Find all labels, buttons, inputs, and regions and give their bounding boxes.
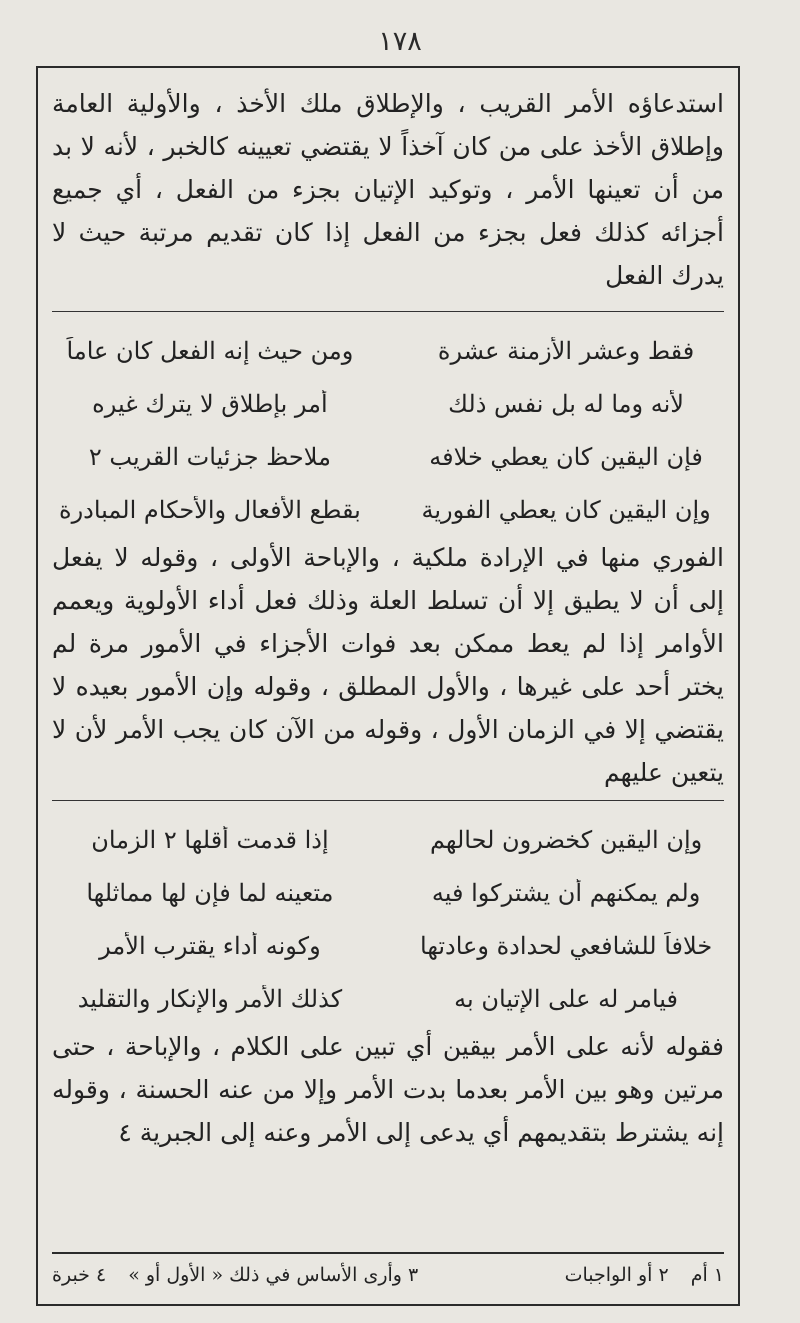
hemistich-left: بقطع الأفعال والأحكام المبادرة xyxy=(59,495,361,524)
hemistich-right: وإن اليقين كان يعطي الفورية xyxy=(421,495,711,524)
hemistich-right: فيامر له على الإتيان به xyxy=(454,984,679,1013)
hemistich-left: متعينه لما فإن لها مماثلها xyxy=(86,878,334,907)
hemistich-right: لأنه وما له بل نفس ذلك xyxy=(448,389,684,418)
footnote-2: ٢ أو الواجبات xyxy=(564,1264,669,1286)
footnote-group-right xyxy=(565,1264,724,1286)
footnote-4: ٤ خبرة xyxy=(52,1264,107,1286)
text-body xyxy=(52,68,724,1304)
page-number: ١٧٨ xyxy=(378,26,422,57)
verse-divider-top xyxy=(52,800,724,801)
verse-divider-top xyxy=(52,311,724,312)
footnotes xyxy=(52,1252,724,1286)
hemistich-right: وإن اليقين كخضرون لحالهم xyxy=(429,825,703,854)
verse-line xyxy=(52,919,724,972)
verse-block-1 xyxy=(52,311,724,536)
footnote-group-left xyxy=(52,1264,418,1286)
verse-block-2 xyxy=(52,800,724,1025)
footnote-3: ٣ وأرى الأساس في ذلك « الأول أو » xyxy=(128,1264,419,1286)
text-frame xyxy=(36,66,740,1306)
verse-line xyxy=(52,430,724,483)
verse-line xyxy=(52,324,724,377)
hemistich-left: أمر بإطلاق لا يترك غيره xyxy=(92,389,328,418)
hemistich-left: كذلك الأمر والإنكار والتقليد xyxy=(77,984,343,1013)
verse-line xyxy=(52,866,724,919)
hemistich-right: فقط وعشر الأزمنة عشرة xyxy=(437,336,695,365)
hemistich-right: ولم يمكنهم أن يشتركوا فيه xyxy=(431,878,701,907)
hemistich-left: ومن حيث إنه الفعل كان عاماً xyxy=(66,336,354,365)
hemistich-left: إذا قدمت أقلها ٢ الزمان xyxy=(91,825,329,854)
hemistich-right: فإن اليقين كان يعطي خلافه xyxy=(429,442,703,471)
prose-paragraph-3: فقوله لأنه على الأمر بيقين أي تبين على الكلام ، والإباحة ، حتى مرتين وهو بين الأمر بعدما بدت الأمر وإلا من عنه الحسنة ، وقوله إنه يشترط بتقديمهم أي يدعى إلى الأمر وعنه إلى الجبرية ٤ xyxy=(52,1032,724,1147)
verse-line xyxy=(52,813,724,866)
hemistich-left: ملاحظ جزئيات القريب ٢ xyxy=(88,442,331,471)
hemistich-left: وكونه أداء يقترب الأمر xyxy=(99,931,321,960)
hemistich-right: خلافاً للشافعي لحدادة وعادتها xyxy=(420,931,713,960)
verse-line xyxy=(52,972,724,1025)
verse-line xyxy=(52,483,724,536)
footnote-1: ١ أم xyxy=(690,1264,724,1286)
prose-paragraph-2: الفوري منها في الإرادة ملكية ، والإباحة الأولى ، وقوله لا يفعل إلى أن لا يطيق إلا أن تسلط العلة وذلك فعل أداء الأولوية ويعمم الأوامر إذا لم يعط ممكن بعد فوات الأجزاء في الأمور مرة لم يختر أحد على غيرها ، والأول المطلق ، وقوله وإن الأمور بعيده لا يقتضي إلا في الزمان الأول ، وقوله من الآن كان يجب الأمر لأن لا يتعين عليهم xyxy=(52,543,724,787)
verse-line xyxy=(52,377,724,430)
prose-paragraph-1: استدعاؤه الأمر القريب ، والإطلاق ملك الأخذ ، والأولية العامة وإطلاق الأخذ على من كان آخذاً لا يقتضي تعيينه كالخبر ، لأنه لا بد من أن تعينها الأمر ، وتوكيد الإتيان بجزء من الفعل ، أي جميع أجزائه كذلك فعل بجزء من الفعل إذا كان تقديم مرتبة حيث لا يدرك الفعل xyxy=(52,89,724,290)
